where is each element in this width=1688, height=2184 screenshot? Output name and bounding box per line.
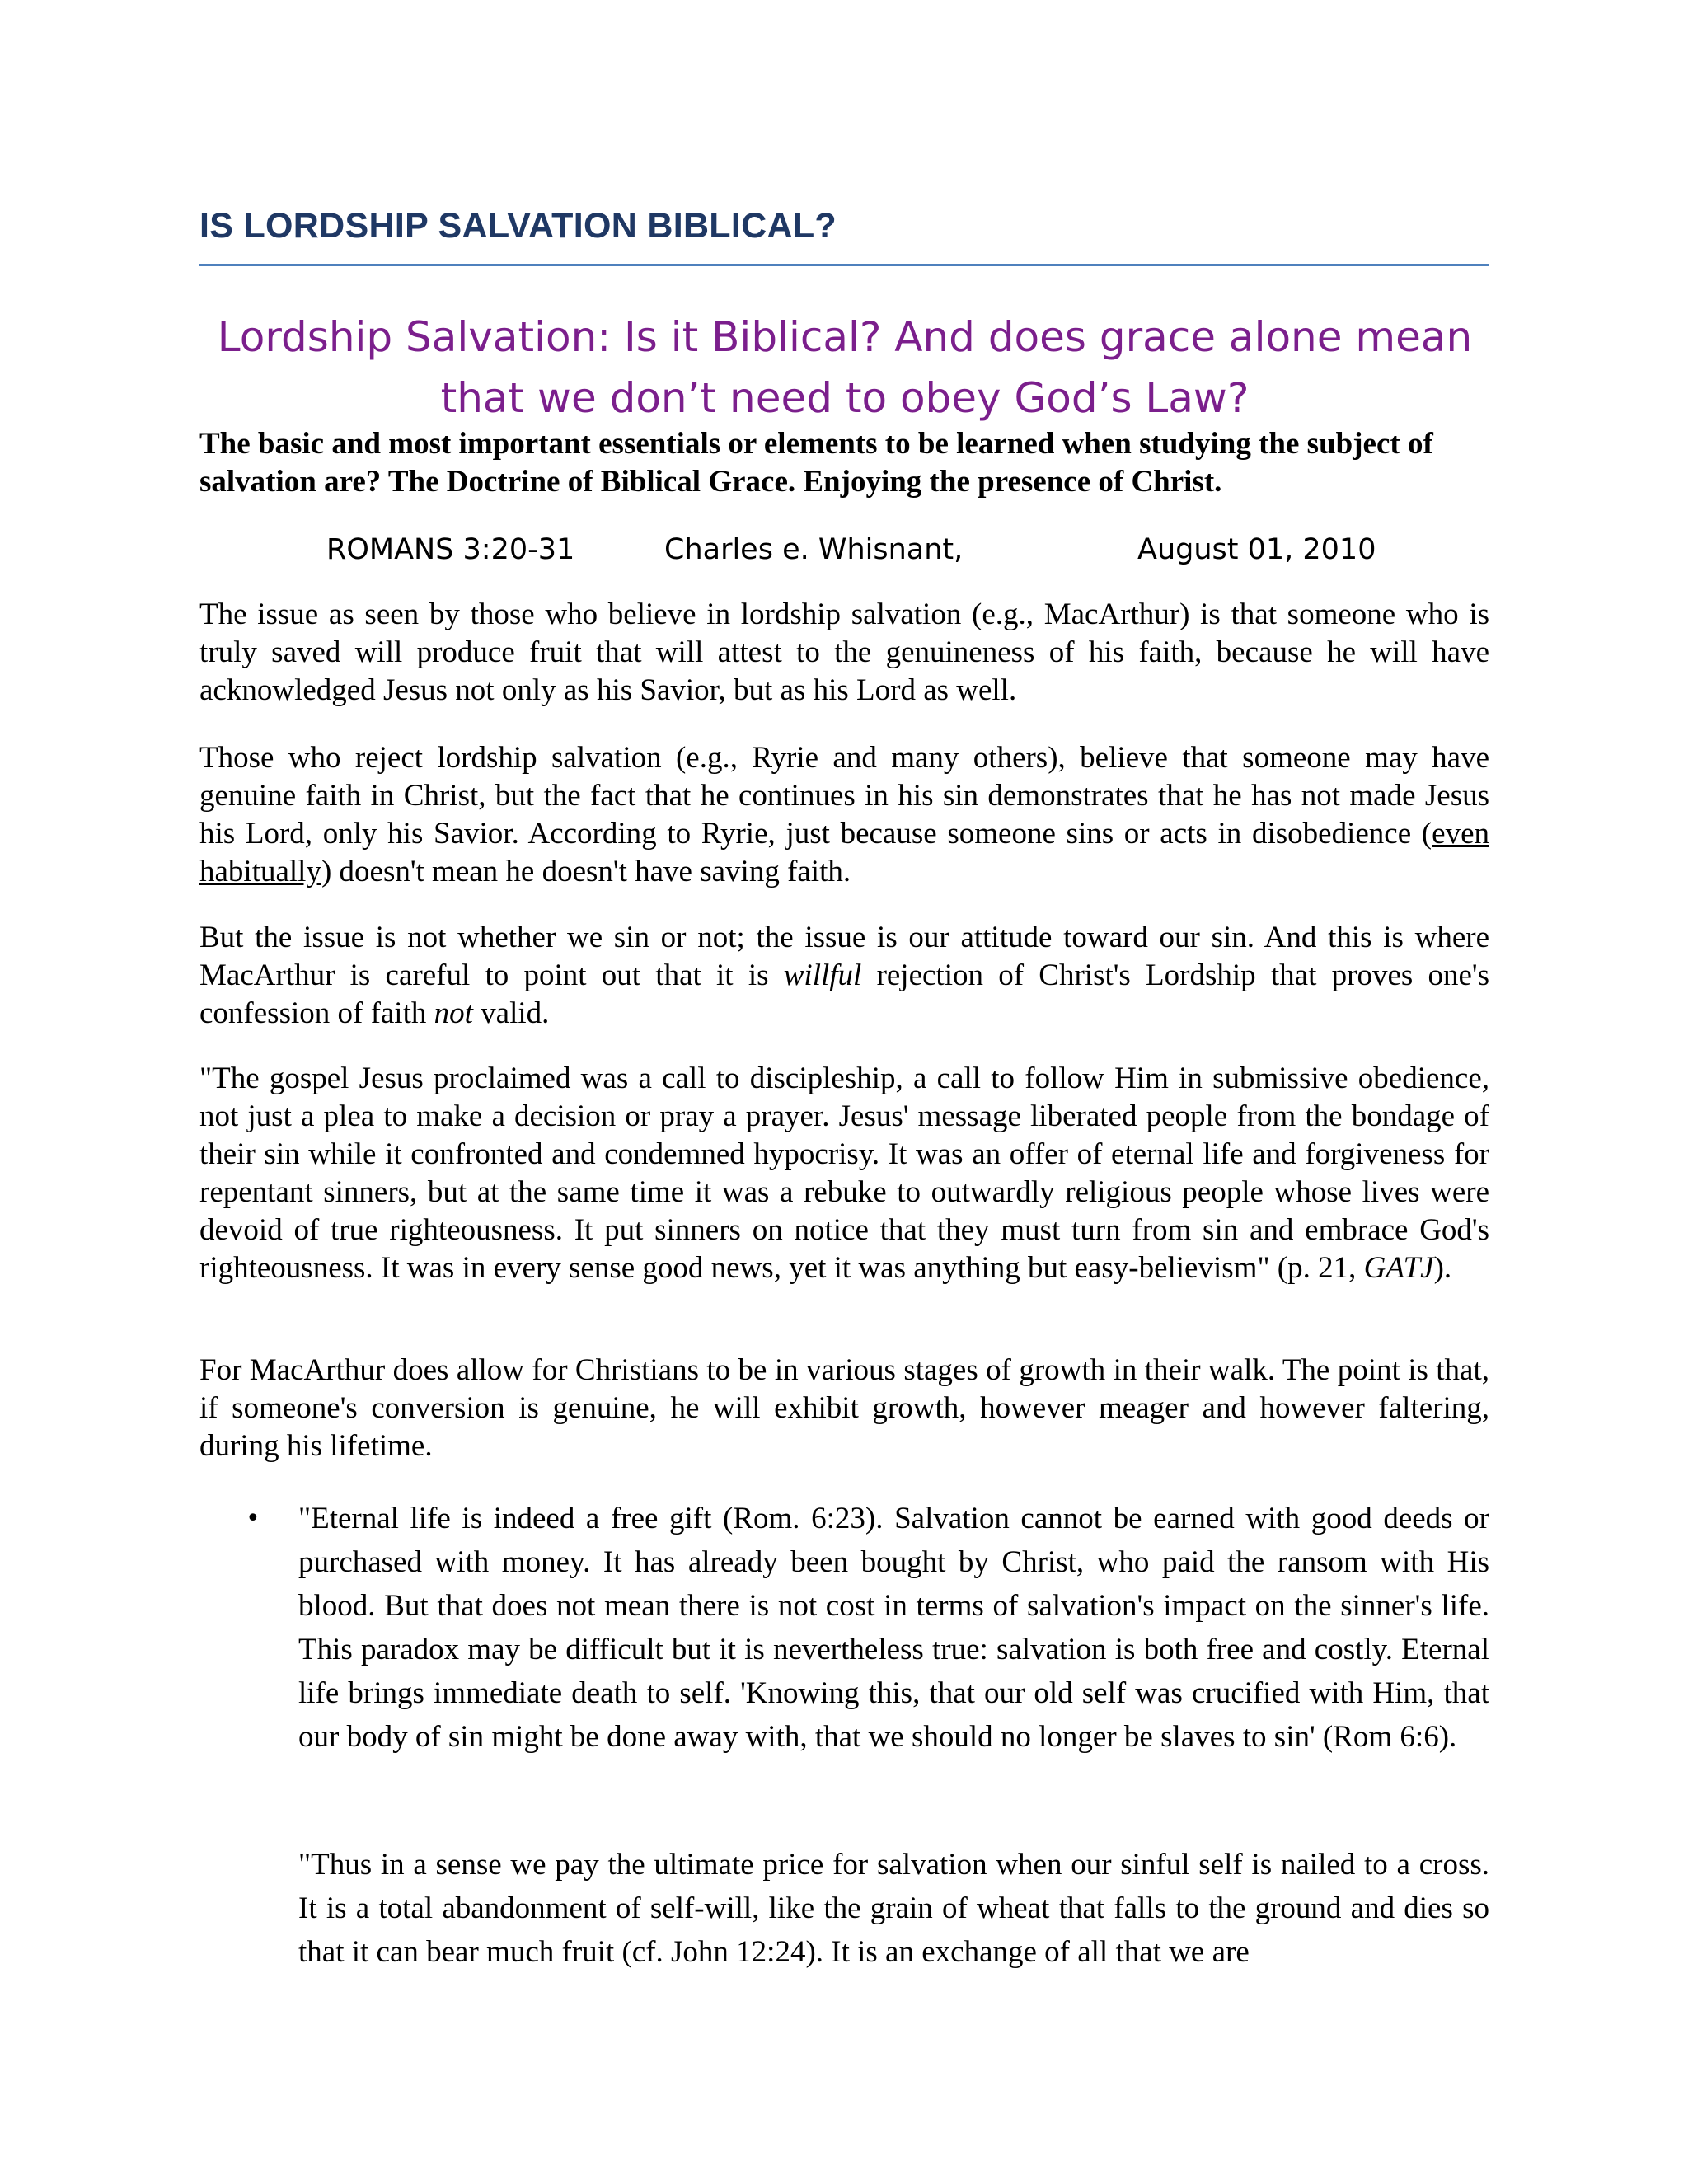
subtitle-line-1: Lordship Salvation: Is it Biblical? And does grace alone mean (217, 313, 1473, 361)
paragraph-2-text-b: ) doesn't mean he doesn't have saving faith. (321, 855, 851, 888)
paragraph-3-text-a: But the issue is not whether we sin or not; the issue is our attitude toward our sin. And this is where MacArthur is careful to point out that it is (199, 921, 1489, 992)
paragraph-4-quote (199, 1060, 1489, 1287)
paragraph-4-text: "The gospel Jesus proclaimed was a call to discipleship, a call to follow Him in submissive obedience, not just a plea to make a decision or pray a prayer. Jesus' message liberated people from the bondage of their sin while it confronted and condemned hypocrisy. It was an offer of eternal life and forgiveness for repentant sinners, but at the same time it was a rebuke to outwardly religious people whose lives were devoid of true righteousness. It put sinners on notice that they must turn from sin and embrace God's righteousness. It was in every sense good news, yet it was anything but easy-believism" (p. 21, (199, 1062, 1489, 1285)
scripture-reference: ROMANS 3:20-31 (326, 533, 575, 566)
bullet-paragraph-1: "Eternal life is indeed a free gift (Rom. 6:23). Salvation cannot be earned with good deeds or purchased with money. It has already been bought by Christ, who paid the ransom with His blood. But that does not mean there is not cost in terms of salvation's impact on the sinner's life. This paradox may be difficult but it is nevertheless true: salvation is both free and costly. Eternal life brings immediate death to self. 'Knowing this, that our old self was crucified with Him, that our body of sin might be done away with, that we should no longer be slaves to sin' (Rom 6:6). (298, 1502, 1489, 1754)
paragraph-3-text-b: rejection of Christ's Lordship that proves one's confession of faith (199, 958, 1489, 1030)
paragraph-3-text-c: valid. (472, 996, 550, 1030)
italic-source: GATJ (1363, 1251, 1434, 1285)
paragraph-3 (199, 919, 1489, 1033)
heading-underline (199, 264, 1489, 266)
italic-not: not (434, 996, 473, 1030)
lead-paragraph: The basic and most important essentials or elements to be learned when studying the subject of salvation are? The Doctrine of Biblical Grace. Enjoying the presence of Christ. (199, 427, 1433, 499)
italic-willful: willful (783, 958, 862, 992)
publish-date: August 01, 2010 (1137, 533, 1376, 566)
paragraph-1: The issue as seen by those who believe in lordship salvation (e.g., MacArthur) is that someone who is truly saved will produce fruit that will attest to the genuineness of his faith, because he will have acknowledged Jesus not only as his Savior, but as his Lord as well. (199, 598, 1489, 707)
subtitle-line-2: that we don’t need to obey God’s Law? (440, 374, 1250, 422)
paragraph-2 (199, 739, 1489, 891)
subtitle (190, 307, 1500, 429)
page-heading: IS LORDSHIP SALVATION BIBLICAL? (199, 206, 837, 246)
bullet-paragraph-2: "Thus in a sense we pay the ultimate price for salvation when our sinful self is nailed to a cross. It is a total abandonment of self-will, like the grain of wheat that falls to the ground and dies so that it can bear much fruit (cf. John 12:24). It is an exchange of all that we are (298, 1848, 1489, 1969)
paragraph-2-text-a: Those who reject lordship salvation (e.g., Ryrie and many others), believe that someone may have genuine faith in Christ, but the fact that he continues in his sin demonstrates that he has not made Jesus his Lord, only his Savior. According to Ryrie, just because someone sins or acts in disobedience ( (199, 741, 1489, 851)
underlined-phrase: even habitually (199, 817, 1489, 888)
author-name: Charles e. Whisnant, (664, 533, 964, 566)
paragraph-4-end: ). (1433, 1251, 1452, 1285)
bullet-icon: • (246, 1504, 260, 1533)
paragraph-5: For MacArthur does allow for Christians to be in various stages of growth in their walk. The point is that, if someone's conversion is genuine, he will exhibit growth, however meager and however faltering, during his lifetime. (199, 1353, 1489, 1463)
